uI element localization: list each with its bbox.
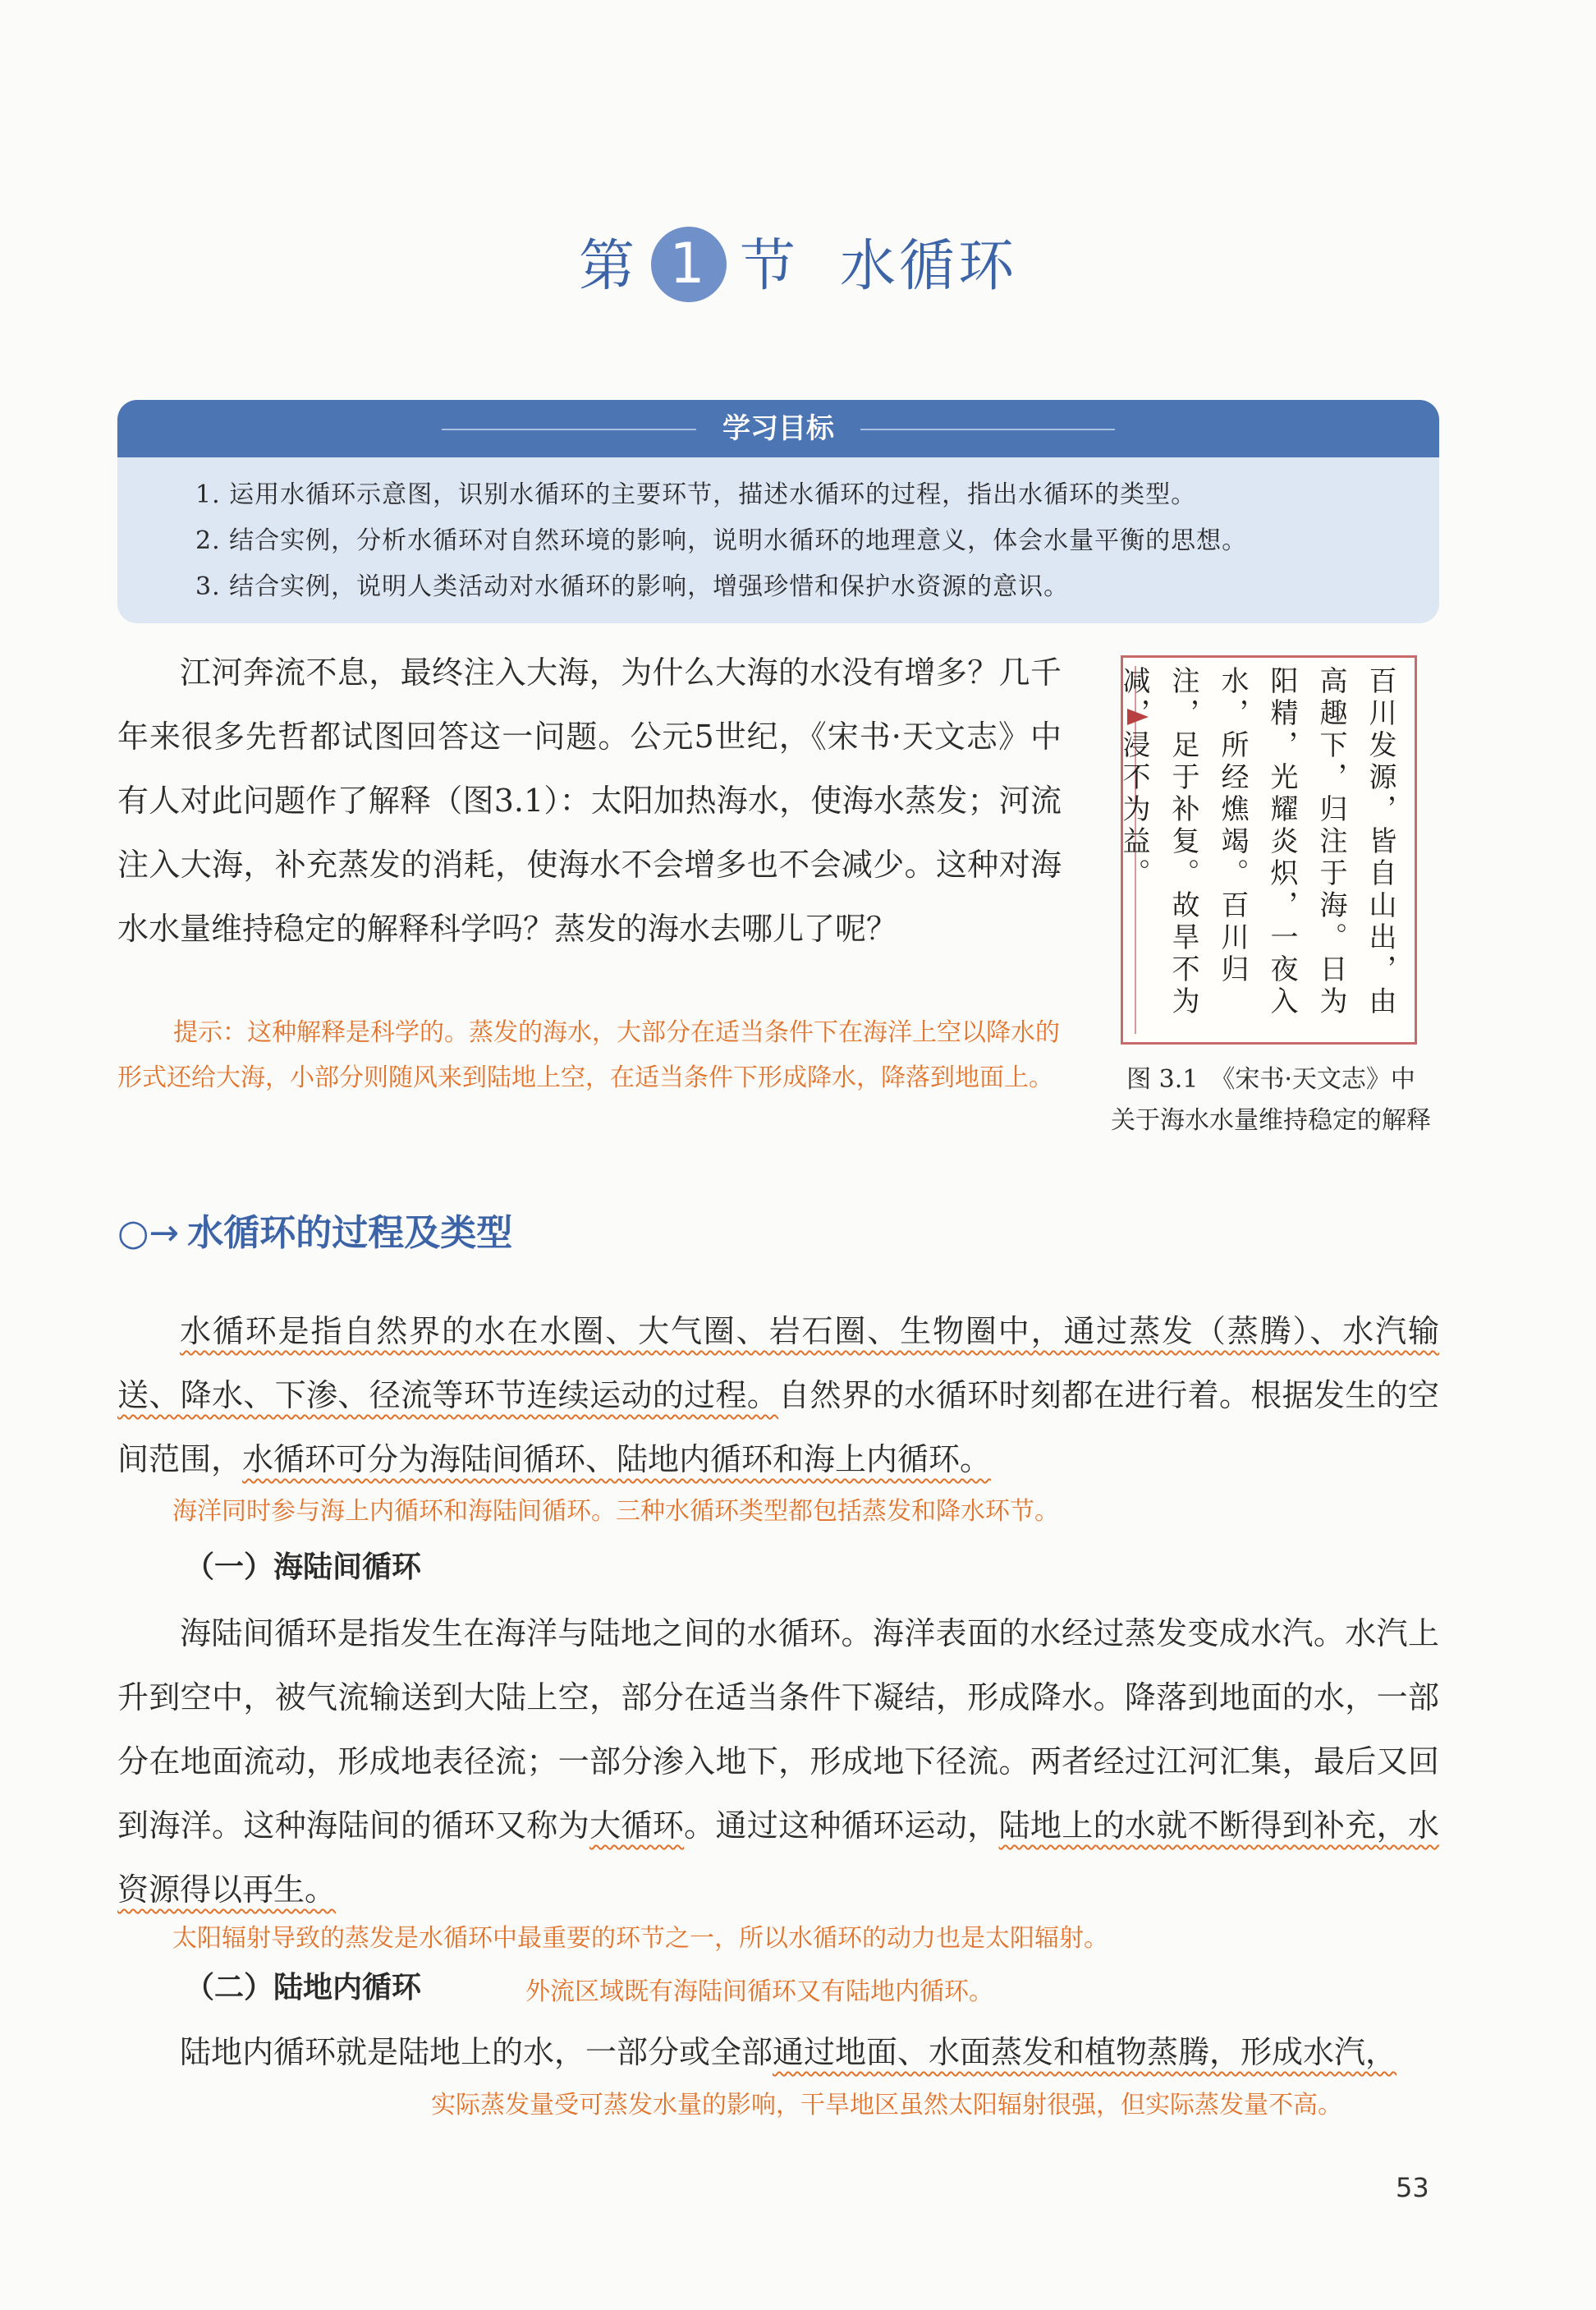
learning-goals-heading: 学习目标	[722, 412, 834, 445]
learning-goal-item: 2. 结合实例，分析水循环对自然环境的影响，说明水循环的地理意义，体会水量平衡的思想。	[195, 526, 1248, 555]
sea-land-body: 海陆间循环是指发生在海洋与陆地之间的水循环。海洋表面的水经过蒸发变成水汽。水汽上升到空中，被气流输送到大陆上空，部分在适当条件下凝结，形成降水。降落到地面的水，一部分在地面流动，形成地表径流；一部分渗入地下，形成地下径流。两者经过江河汇集，最后又回到海洋。这种海陆间的循环又称为	[117, 1615, 1439, 1844]
intro-text	[117, 641, 1062, 961]
types-note: 海洋同时参与海上内循环和海陆间循环。三种水循环类型都包括蒸发和降水环节。	[172, 1497, 1059, 1526]
section-heading	[117, 1203, 512, 1256]
ancient-vertical-text: 百川发源，皆自山出，由高趣下，归注于海。日为阳精，光耀炎炽，一夜入水，所经燋竭。百川归注，足于补复。故旱不为减，浸不为益。	[1117, 666, 1396, 1018]
page-number: 53	[1396, 2172, 1429, 2203]
inland-body: 陆地内循环就是陆地上的水，一部分或全部	[180, 2034, 773, 2070]
highlighted-replenish: 陆地上的水就不断得到补充，水资源得以再生。	[117, 1807, 1439, 1908]
inland-cycle-text	[117, 2020, 1439, 2084]
learning-goal-item: 3. 结合实例，说明人类活动对水循环的影响，增强珍惜和保护水资源的意识。	[195, 572, 1070, 601]
chapter-heading: 水循环	[840, 234, 1018, 299]
figure-caption-line2: 关于海水水量维持稳定的解释	[1111, 1106, 1431, 1135]
definition-continued: 自然界的水循环时刻都在进行着。根据发生的空间范围，	[117, 1377, 1439, 1477]
highlighted-evaporation: 通过地面、水面蒸发和植物蒸腾，形成水汽，	[773, 2034, 1397, 2070]
definition-text	[117, 1299, 1439, 1491]
sea-land-cycle-text	[117, 1601, 1439, 1922]
figure-caption-line1: 图 3.1 《宋书·天文志》中	[1126, 1065, 1415, 1094]
section-arrow-icon: ○→	[117, 1212, 180, 1254]
highlighted-big-cycle: 大循环	[589, 1807, 685, 1844]
learning-goal-item: 1. 运用水循环示意图，识别水循环的主要环节，描述水循环的过程，指出水循环的类型。	[195, 480, 1197, 509]
chapter-title	[0, 222, 1596, 307]
learning-goals-box	[117, 400, 1439, 623]
solar-radiation-note: 太阳辐射导致的蒸发是水循环中最重要的环节之一，所以水循环的动力也是太阳辐射。	[172, 1924, 1108, 1953]
chapter-prefix: 第	[578, 234, 638, 299]
evaporation-note: 实际蒸发量受可蒸发水量的影响，干旱地区虽然太阳辐射很强，但实际蒸发量不高。	[431, 2091, 1342, 2119]
ancient-text-figure	[1117, 655, 1417, 1045]
figure-caption	[1082, 1059, 1460, 1141]
sea-land-continued: 。通过这种循环运动，	[684, 1807, 999, 1844]
header-divider-right	[860, 429, 1115, 430]
highlighted-definition: 水循环是指自然界的水在水圈、大气圈、岩石圈、生物圈中，通过蒸发（蒸腾）、水汽输送、降水、下渗、径流等环节连续运动的过程。	[117, 1313, 1439, 1413]
intro-hint-note: 提示：这种解释是科学的。蒸发的海水，大部分在适当条件下在海洋上空以降水的形式还给大海，小部分则随风来到陆地上空，在适当条件下形成降水，降落到地面上。	[117, 1018, 1060, 1092]
chapter-number-badge: 1	[651, 227, 727, 302]
inland-paragraph	[117, 2020, 1439, 2084]
header-divider-left	[442, 429, 696, 430]
intro-paragraph: 江河奔流不息，最终注入大海，为什么大海的水没有增多？几千年来很多先哲都试图回答这一问题。公元5世纪，《宋书·天文志》中有人对此问题作了解释（图3.1）：太阳加热海水，使海水蒸发；河流注入大海，补充蒸发的消耗，使海水不会增多也不会减少。这种对海水水量维持稳定的解释科学吗？蒸发的海水去哪儿了呢？	[117, 654, 1062, 947]
section-title-text: 水循环的过程及类型	[187, 1212, 513, 1254]
learning-goals-header	[117, 400, 1439, 457]
definition-paragraph	[117, 1299, 1439, 1491]
chapter-suffix: 节	[739, 234, 799, 299]
highlighted-types: 水循环可分为海陆间循环、陆地内循环和海上内循环。	[242, 1441, 992, 1477]
outflow-region-note: 外流区域既有海陆间循环又有陆地内循环。	[525, 1977, 993, 2006]
subsection-title-sea-land: （一）海陆间循环	[185, 1550, 422, 1584]
sea-land-paragraph	[117, 1601, 1439, 1922]
subsection-title-inland: （二）陆地内循环	[185, 1971, 422, 2005]
learning-goals-list	[117, 457, 1439, 610]
